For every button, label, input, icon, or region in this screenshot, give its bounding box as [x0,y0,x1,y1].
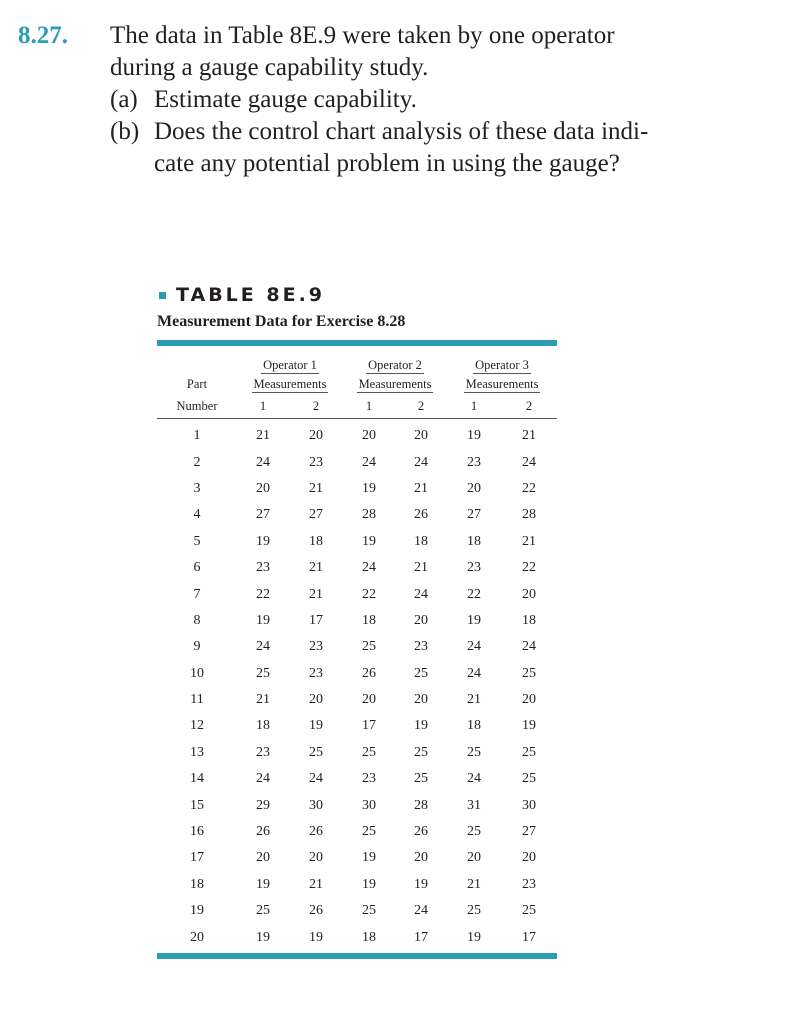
part-a-text: Estimate gauge capability. [154,86,417,113]
measurement-cell: 20 [309,850,323,866]
header-operator-1: Operator 1 [263,358,317,372]
part-b-line-1: Does the control chart analysis of these data indi- [154,118,649,145]
part-number-cell: 3 [193,480,201,496]
measurement-cell: 26 [414,507,429,523]
part-number-cell: 11 [190,692,204,708]
measurement-cell: 24 [522,639,537,655]
table-row [157,449,557,475]
header-measurements-row [157,374,557,394]
measurement-cell: 26 [362,665,377,681]
header-measurements-1: Measurements [253,377,327,391]
measurement-cell: 19 [256,929,270,945]
header-op3-col2: 2 [501,394,557,419]
measurement-cell: 19 [256,533,270,549]
part-number-cell: 2 [193,454,201,470]
measurement-cell: 24 [414,586,429,602]
measurement-cell: 25 [522,903,537,919]
part-number-cell: 19 [190,903,204,919]
measurement-cell: 18 [362,612,377,628]
measurement-cell: 28 [362,507,377,523]
measurement-cell: 24 [256,454,270,470]
part-b-line-2: cate any potential problem in using the gauge? [154,150,620,177]
measurement-cell: 21 [467,876,482,892]
part-number-cell: 10 [190,665,204,681]
measurement-cell: 21 [256,692,270,708]
measurement-cell: 23 [467,560,482,576]
header-op3-col1: 1 [447,394,501,419]
table-row [157,740,557,766]
measurement-cell: 19 [256,612,270,628]
exercise-problem [18,20,778,180]
measurement-cell: 26 [414,824,429,840]
measurement-cell: 23 [362,771,377,787]
header-measurements-2: Measurements [358,377,432,391]
table-row [157,687,557,713]
part-b-text [154,116,778,180]
measurement-cell: 19 [522,718,537,734]
measurement-cell: 28 [414,797,429,813]
measurement-cell: 24 [256,639,270,655]
measurement-cell: 21 [522,533,537,549]
part-number-cell: 18 [190,876,204,892]
measurement-cell: 25 [362,639,377,655]
measurement-cell: 19 [362,533,377,549]
measurement-cell: 19 [362,876,377,892]
measurement-cell: 27 [256,507,270,523]
table-row [157,898,557,924]
table-caption: Measurement Data for Exercise 8.28 [157,313,406,330]
problem-number: 8.27. [18,22,68,49]
table-row [157,555,557,581]
table-header [157,346,557,419]
header-op1-col1: 1 [237,394,289,419]
measurement-cell: 20 [467,480,482,496]
measurement-cell: 19 [362,480,377,496]
measurement-cell: 24 [522,454,537,470]
header-part: Part [186,377,208,391]
measurement-cell: 20 [467,850,482,866]
header-number: Number [157,394,237,419]
measurement-cell: 18 [256,718,270,734]
measurement-cell: 30 [362,797,377,813]
measurement-cell: 24 [467,639,482,655]
measurement-cell: 17 [362,718,377,734]
measurement-cell: 23 [522,876,537,892]
measurement-cell: 21 [414,480,429,496]
measurement-cell: 19 [256,876,270,892]
table-row [157,845,557,871]
measurement-cell: 25 [522,771,537,787]
measurement-cell: 26 [309,824,323,840]
measurement-cell: 20 [256,850,270,866]
measurement-cell: 24 [309,771,323,787]
measurement-cell: 23 [309,665,323,681]
measurement-cell: 20 [414,850,429,866]
header-column-row [157,394,557,419]
measurement-cell: 22 [256,586,270,602]
measurement-cell: 20 [362,428,377,444]
problem-stem-line-2: during a gauge capability study. [110,54,429,81]
table-row [157,872,557,898]
measurement-cell: 24 [362,454,377,470]
table-row [157,608,557,634]
measurement-cell: 18 [362,929,377,945]
measurement-cell: 23 [467,454,482,470]
measurement-cell: 17 [522,929,537,945]
measurement-cell: 20 [414,692,429,708]
table-row [157,419,557,450]
measurement-cell: 25 [256,665,270,681]
measurement-cell: 25 [414,665,429,681]
part-number-cell: 16 [190,824,204,840]
measurement-cell: 24 [362,560,377,576]
header-operator-3: Operator 3 [475,358,529,372]
part-number-cell: 5 [193,533,201,549]
part-number-cell: 17 [190,850,204,866]
measurement-cell: 25 [256,903,270,919]
measurement-cell: 19 [467,612,482,628]
problem-stem-line-1: The data in Table 8E.9 were taken by one operator [110,22,615,49]
measurement-cell: 21 [309,586,323,602]
part-number-cell: 13 [190,744,204,760]
measurement-cell: 21 [309,876,323,892]
measurement-cell: 20 [522,850,537,866]
part-number-cell: 4 [193,507,201,523]
measurement-cell: 24 [414,903,429,919]
measurement-cell: 19 [309,929,323,945]
measurement-cell: 22 [362,586,377,602]
measurement-cell: 22 [522,480,537,496]
measurement-cell: 21 [309,480,323,496]
measurement-cell: 20 [309,692,323,708]
measurement-cell: 17 [309,612,323,628]
measurement-cell: 25 [362,824,377,840]
measurement-cell: 23 [309,639,323,655]
measurement-cell: 21 [414,560,429,576]
measurement-cell: 31 [467,797,482,813]
measurement-cell: 27 [467,507,482,523]
part-number-cell: 12 [190,718,204,734]
measurement-cell: 28 [522,507,537,523]
part-number-cell: 9 [193,639,201,655]
measurement-cell: 19 [467,929,482,945]
problem-part-b [110,116,778,180]
part-number-cell: 14 [190,771,204,787]
part-number-cell: 15 [190,797,204,813]
measurement-cell: 22 [522,560,537,576]
measurement-table-block [157,283,557,959]
measurement-cell: 26 [256,824,270,840]
table-row [157,819,557,845]
header-operator-row [157,346,557,374]
table-row [157,476,557,502]
measurement-cell: 20 [522,692,537,708]
measurement-cell: 25 [414,771,429,787]
header-op1-col2: 2 [289,394,343,419]
part-number-cell: 20 [190,929,204,945]
header-measurements-3: Measurements [465,377,539,391]
measurement-cell: 25 [522,744,537,760]
measurement-cell: 19 [414,876,429,892]
measurement-cell: 25 [309,744,323,760]
table-row [157,713,557,739]
measurement-cell: 23 [414,639,429,655]
part-number-cell: 6 [193,560,201,576]
measurement-cell: 19 [414,718,429,734]
measurement-cell: 24 [467,771,482,787]
part-number-cell: 8 [193,612,201,628]
measurement-cell: 22 [467,586,482,602]
measurement-cell: 25 [467,824,482,840]
table-label [157,283,557,307]
measurement-cell: 30 [309,797,323,813]
measurement-cell: 25 [362,903,377,919]
measurement-cell: 21 [309,560,323,576]
measurement-cell: 21 [467,692,482,708]
part-number-cell: 1 [193,428,201,444]
header-operator-2: Operator 2 [368,358,422,372]
measurement-cell: 27 [522,824,537,840]
measurement-cell: 25 [467,903,482,919]
measurement-cell: 24 [467,665,482,681]
square-bullet-icon [159,292,166,299]
measurement-table [157,346,557,951]
problem-body [110,20,778,180]
measurement-cell: 18 [467,533,482,549]
measurement-cell: 19 [309,718,323,734]
header-op2-col2: 2 [395,394,447,419]
measurement-cell: 29 [256,797,270,813]
measurement-cell: 20 [414,612,429,628]
table-row [157,766,557,792]
table-row [157,502,557,528]
measurement-cell: 20 [362,692,377,708]
measurement-cell: 24 [256,771,270,787]
measurement-cell: 18 [414,533,429,549]
measurement-cell: 19 [467,428,482,444]
table-bottom-rule [157,953,557,959]
measurement-cell: 27 [309,507,323,523]
measurement-cell: 24 [414,454,429,470]
problem-row [18,20,778,180]
measurement-cell: 18 [522,612,537,628]
measurement-cell: 23 [309,454,323,470]
measurement-cell: 25 [467,744,482,760]
measurement-cell: 18 [467,718,482,734]
table-body [157,419,557,951]
problem-part-a [110,84,778,116]
measurement-cell: 23 [256,560,270,576]
part-number-cell: 7 [193,586,201,602]
part-b-label: (b) [110,118,140,145]
header-blank [157,346,237,374]
measurement-cell: 20 [522,586,537,602]
measurement-cell: 18 [309,533,323,549]
table-row [157,924,557,950]
measurement-cell: 21 [522,428,537,444]
measurement-cell: 25 [414,744,429,760]
measurement-cell: 20 [309,428,323,444]
measurement-cell: 20 [256,480,270,496]
measurement-cell: 21 [256,428,270,444]
table-row [157,634,557,660]
measurement-cell: 25 [362,744,377,760]
table-row [157,792,557,818]
measurement-cell: 23 [256,744,270,760]
table-row [157,661,557,687]
table-row [157,529,557,555]
table-label-text: TABLE 8E.9 [176,284,326,306]
measurement-cell: 25 [522,665,537,681]
measurement-cell: 26 [309,903,323,919]
measurement-cell: 30 [522,797,537,813]
measurement-cell: 20 [414,428,429,444]
measurement-cell: 17 [414,929,429,945]
table-row [157,581,557,607]
header-op2-col1: 1 [343,394,395,419]
part-a-label: (a) [110,86,138,113]
measurement-cell: 19 [362,850,377,866]
